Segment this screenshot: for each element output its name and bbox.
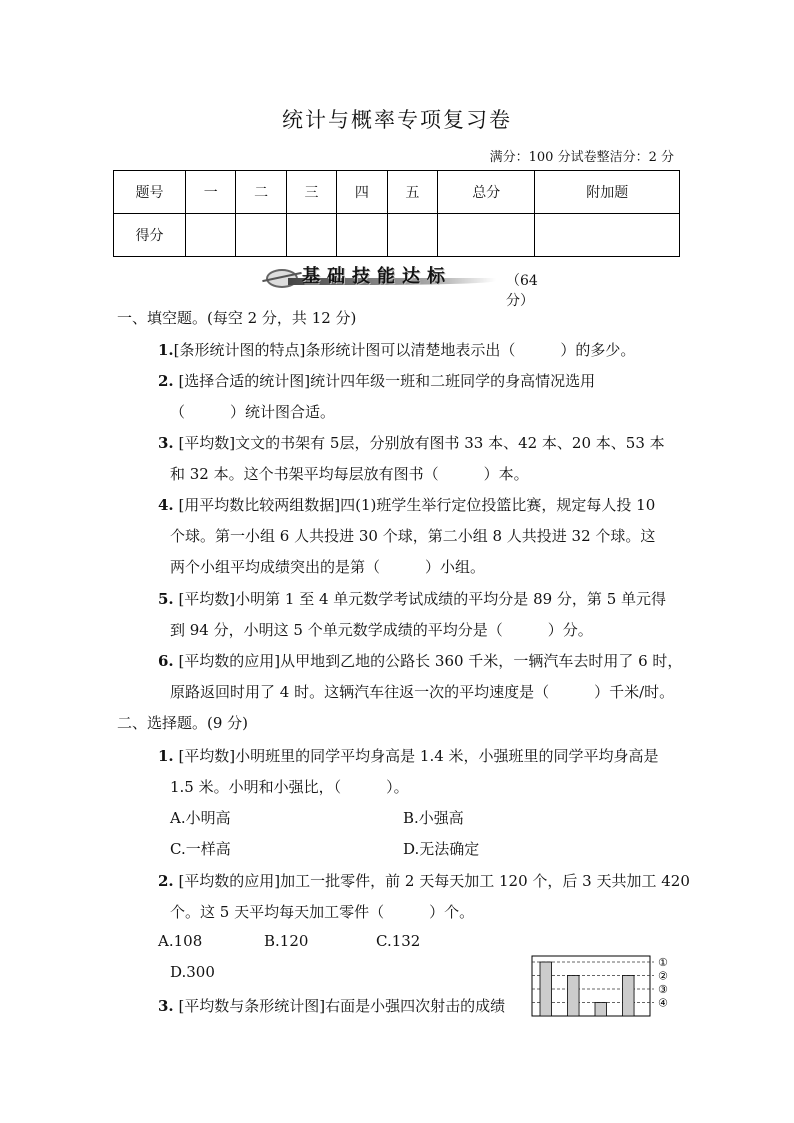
score-table-header: 三 xyxy=(286,171,336,214)
score-table-header: 二 xyxy=(236,171,286,214)
chart-bar xyxy=(623,976,635,1017)
question-number: 3. xyxy=(158,997,174,1015)
score-row-label: 得分 xyxy=(114,214,186,257)
score-cell[interactable] xyxy=(236,214,286,257)
option-c[interactable]: C.132 xyxy=(376,932,421,950)
question-text-cont: 1.5 米。小明和小强比，（ ）。 xyxy=(170,778,409,796)
question-text-cont: （ ）统计图合适。 xyxy=(170,403,336,421)
question-text-cont: 原路返回时用了 4 时。这辆汽车往返一次的平均速度是（ ）千米/时。 xyxy=(170,683,675,701)
option-c[interactable]: C.一样高 xyxy=(170,840,231,858)
section-banner xyxy=(262,264,562,309)
reference-line-label: ④ xyxy=(658,996,668,1010)
score-table-header: 总分 xyxy=(438,171,535,214)
question-1-1 xyxy=(158,339,635,360)
score-cell[interactable] xyxy=(387,214,437,257)
question-2-3 xyxy=(158,995,505,1016)
question-text-cont: 和 32 本。这个书架平均每层放有图书（ ）本。 xyxy=(170,465,529,483)
section-heading: 二、选择题。(9 分) xyxy=(117,714,249,732)
question-text: [平均数与条形统计图]右面是小强四次射击的成绩 xyxy=(173,997,506,1015)
page-title: 统计与概率专项复习卷 xyxy=(282,108,512,132)
banner-score: （64 分） xyxy=(506,273,538,309)
section-heading: 一、填空题。(每空 2 分，共 12 分) xyxy=(117,309,357,327)
chart-bar xyxy=(595,1003,607,1017)
score-table-header-row xyxy=(114,171,680,214)
score-table-header: 附加题 xyxy=(535,171,680,214)
question-text: [选择合适的统计图]统计四年级一班和二班同学的身高情况选用 xyxy=(173,372,596,390)
question-number: 4. xyxy=(158,496,174,514)
question-1-5 xyxy=(158,588,666,609)
shooting-bar-chart xyxy=(530,954,678,1018)
question-text-cont: 到 94 分，小明这 5 个单元数学成绩的平均分是（ ）分。 xyxy=(170,621,593,639)
question-text: [平均数的应用]加工一批零件，前 2 天每天加工 120 个，后 3 天共加工 420 xyxy=(173,872,690,890)
question-number: 6. xyxy=(158,652,174,670)
question-number: 3. xyxy=(158,434,174,452)
question-text: [用平均数比较两组数据]四(1)班学生举行定位投篮比赛，规定每人投 10 xyxy=(173,496,656,514)
option-d[interactable]: D.无法确定 xyxy=(403,840,480,858)
question-number: 1. xyxy=(158,747,174,765)
question-1-6 xyxy=(158,650,682,671)
score-cell[interactable] xyxy=(186,214,236,257)
question-number: 5. xyxy=(158,590,174,608)
chart-bar xyxy=(540,962,552,1016)
reference-line-label: ③ xyxy=(658,983,668,996)
score-table-header: 五 xyxy=(387,171,437,214)
question-text-cont: 两个小组平均成绩突出的是第（ ）小组。 xyxy=(170,558,486,576)
option-b[interactable]: B.小强高 xyxy=(403,809,464,827)
question-text: [条形统计图的特点]条形统计图可以清楚地表示出（ ）的多少。 xyxy=(173,341,636,359)
question-1-4 xyxy=(158,494,655,515)
score-note: 满分：100 分试卷整洁分：2 分 xyxy=(489,150,674,165)
question-text: [平均数的应用]从甲地到乙地的公路长 360 千米，一辆汽车去时用了 6 时， xyxy=(173,652,683,670)
question-2-1 xyxy=(158,745,659,766)
question-text-cont: 个。这 5 天平均每天加工零件（ ）个。 xyxy=(170,903,475,921)
banner-title: 基础技能达标 xyxy=(302,266,452,287)
question-number: 2. xyxy=(158,372,174,390)
option-d[interactable]: D.300 xyxy=(170,963,215,981)
question-text: [平均数]文文的书架有 5层，分别放有图书 33 本、42 本、20 本、53 本 xyxy=(173,434,665,452)
score-cell[interactable] xyxy=(337,214,387,257)
question-text: [平均数]小明第 1 至 4 单元数学考试成绩的平均分是 89 分，第 5 单元得 xyxy=(173,590,667,608)
option-a[interactable]: A.108 xyxy=(158,932,203,950)
option-b[interactable]: B.120 xyxy=(264,932,309,950)
score-cell[interactable] xyxy=(535,214,680,257)
score-table-score-row xyxy=(114,214,680,257)
question-1-2 xyxy=(158,370,595,391)
score-cell[interactable] xyxy=(438,214,535,257)
chart-bar xyxy=(568,976,580,1017)
question-2-2 xyxy=(158,870,690,891)
reference-line-label: ② xyxy=(658,969,668,983)
score-table-header: 四 xyxy=(337,171,387,214)
score-table xyxy=(113,170,680,257)
option-a[interactable]: A.小明高 xyxy=(170,809,231,827)
score-table-header: 一 xyxy=(186,171,236,214)
score-table-header: 题号 xyxy=(114,171,186,214)
question-number: 1. xyxy=(158,341,174,359)
question-text-cont: 个球。第一小组 6 人共投进 30 个球，第二小组 8 人共投进 32 个球。这 xyxy=(170,527,656,545)
question-text: [平均数]小明班里的同学平均身高是 1.4 米，小强班里的同学平均身高是 xyxy=(173,747,659,765)
question-1-3 xyxy=(158,432,665,453)
reference-line-label: ① xyxy=(658,956,668,969)
score-cell[interactable] xyxy=(286,214,336,257)
question-number: 2. xyxy=(158,872,174,890)
